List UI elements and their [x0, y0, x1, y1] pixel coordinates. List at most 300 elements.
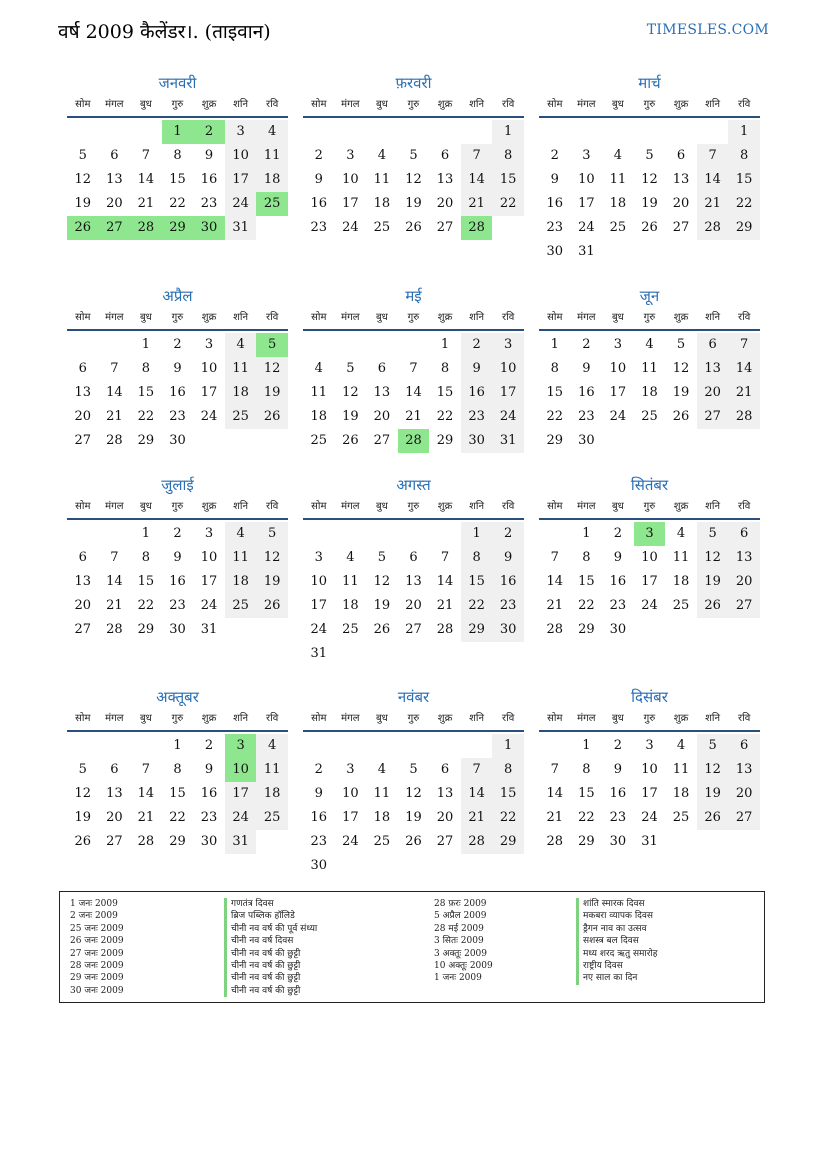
day-cell: 27 — [106, 834, 123, 849]
day-cell: 14 — [405, 385, 422, 400]
day-cell: 30 — [492, 618, 524, 642]
weekday-label: सोम — [311, 312, 327, 323]
month-name: मार्च — [638, 74, 661, 92]
legend-date: 30 जनः 2009 — [70, 985, 124, 996]
day-cell: 7 — [110, 550, 119, 565]
day-cell: 17 — [342, 810, 359, 825]
weekday-label: रवि — [738, 312, 751, 323]
day-cell: 4 — [645, 337, 654, 352]
day-cell: 30 — [310, 858, 328, 873]
empty-cell — [67, 120, 99, 144]
day-cell: 20 — [728, 782, 760, 806]
day-cell: 7 — [141, 148, 151, 163]
weekday-label: शनि — [233, 501, 249, 512]
day-cell: 22 — [137, 598, 155, 613]
day-cell: 11 — [256, 758, 288, 782]
day-cell: 28 — [130, 216, 162, 240]
weekday-label: सोम — [75, 99, 91, 110]
weekday-label: शनि — [469, 713, 485, 724]
day-grid — [539, 120, 760, 264]
day-cell: 29 — [162, 216, 194, 240]
legend-date: 28 फ़रः 2009 — [434, 899, 487, 909]
site-link[interactable]: TIMESLES.COM — [646, 22, 769, 38]
day-cell: 7 — [409, 361, 418, 376]
day-cell: 1 — [173, 738, 182, 753]
day-cell: 29 — [546, 433, 564, 448]
day-cell: 24 — [310, 622, 328, 637]
day-cell: 25 — [256, 192, 288, 216]
day-cell: 29 — [578, 834, 595, 849]
weekday-label: शनि — [233, 312, 249, 323]
weekday-label: रवि — [266, 501, 279, 512]
day-cell: 23 — [310, 834, 328, 849]
day-cell: 11 — [672, 762, 690, 777]
day-cell: 21 — [436, 598, 454, 613]
day-cell: 1 — [141, 526, 151, 541]
weekday-label: शनि — [233, 713, 249, 724]
empty-cell — [366, 522, 398, 546]
day-cell: 13 — [728, 758, 760, 782]
legend-date: 3 सितः 2009 — [434, 936, 484, 947]
day-cell: 20 — [74, 409, 92, 424]
empty-cell — [67, 522, 99, 546]
day-cell: 10 — [310, 574, 328, 589]
day-cell: 20 — [373, 409, 391, 424]
day-cell: 20 — [728, 570, 760, 594]
empty-cell — [539, 522, 571, 546]
weekday-header — [303, 94, 524, 118]
day-cell: 30 — [461, 429, 493, 453]
day-cell: 15 — [436, 385, 454, 400]
weekday-header — [67, 94, 288, 118]
day-cell: 7 — [461, 758, 493, 782]
weekday-header — [303, 496, 524, 520]
legend-date: 27 जनः 2009 — [70, 948, 124, 959]
weekday-label: शनि — [705, 99, 721, 110]
legend-date: 10 अक्तूः 2009 — [434, 961, 493, 971]
day-cell: 5 — [645, 148, 654, 163]
day-cell: 9 — [492, 546, 524, 570]
day-cell: 25 — [225, 594, 257, 618]
day-cell: 15 — [169, 172, 186, 187]
day-cell: 28 — [436, 622, 454, 637]
day-cell: 4 — [225, 333, 257, 357]
weekday-label: सोम — [75, 713, 91, 724]
weekday-header — [539, 94, 760, 118]
empty-cell — [602, 120, 634, 144]
day-cell: 28 — [461, 830, 493, 854]
day-cell: 29 — [492, 830, 524, 854]
day-cell: 12 — [74, 172, 92, 187]
day-cell: 11 — [373, 786, 391, 801]
day-cell: 1 — [461, 522, 493, 546]
day-cell: 23 — [169, 598, 186, 613]
day-cell: 24 — [641, 810, 658, 825]
day-cell: 27 — [436, 220, 454, 235]
day-cell: 7 — [550, 550, 559, 565]
day-cell: 17 — [492, 381, 524, 405]
day-cell: 6 — [728, 522, 760, 546]
day-cell: 18 — [225, 570, 257, 594]
day-cell: 5 — [377, 550, 387, 565]
day-cell: 14 — [106, 574, 123, 589]
day-cell: 26 — [256, 594, 288, 618]
day-cell: 6 — [78, 361, 87, 376]
weekday-header — [539, 496, 760, 520]
day-cell: 16 — [169, 574, 186, 589]
day-cell: 19 — [256, 381, 288, 405]
empty-cell — [398, 522, 430, 546]
weekday-label: सोम — [547, 99, 563, 110]
day-cell: 18 — [256, 782, 288, 806]
day-cell: 21 — [106, 598, 123, 613]
day-cell: 20 — [106, 196, 123, 211]
day-cell: 1 — [492, 120, 524, 144]
empty-cell — [67, 333, 99, 357]
day-cell: 24 — [342, 220, 359, 235]
day-cell: 8 — [141, 361, 151, 376]
weekday-label: गुरु — [407, 501, 420, 512]
day-cell: 4 — [676, 738, 686, 753]
day-grid — [67, 734, 288, 854]
day-cell: 30 — [609, 834, 627, 849]
empty-cell — [539, 120, 571, 144]
day-cell: 10 — [641, 550, 658, 565]
legend-holiday-name: सशस्त्र बल दिवस — [576, 935, 639, 947]
month-name: अगस्त — [396, 476, 431, 494]
day-cell: 15 — [492, 168, 524, 192]
day-cell: 10 — [578, 172, 595, 187]
weekday-label: सोम — [311, 713, 327, 724]
day-cell: 2 — [314, 762, 323, 777]
weekday-label: शुक्र — [673, 501, 689, 512]
day-cell: 28 — [728, 405, 760, 429]
day-cell: 26 — [405, 220, 422, 235]
weekday-label: सोम — [75, 312, 91, 323]
day-cell: 23 — [310, 220, 328, 235]
legend-holiday-name: चीनी नव वर्ष की छुट्टी — [224, 960, 300, 972]
month-block — [67, 686, 288, 854]
empty-cell — [398, 333, 430, 357]
day-cell: 22 — [169, 810, 186, 825]
day-cell: 6 — [110, 762, 119, 777]
day-cell: 15 — [169, 786, 186, 801]
day-cell: 2 — [461, 333, 493, 357]
weekday-label: शनि — [469, 501, 485, 512]
day-cell: 12 — [256, 357, 288, 381]
weekday-label: सोम — [311, 501, 327, 512]
weekday-label: बुध — [375, 501, 388, 512]
day-cell: 16 — [492, 570, 524, 594]
day-cell: 19 — [256, 570, 288, 594]
month-block — [303, 686, 524, 878]
weekday-label: सोम — [547, 312, 563, 323]
day-cell: 17 — [200, 574, 218, 589]
weekday-label: मंगल — [105, 99, 124, 110]
day-cell: 12 — [697, 758, 729, 782]
day-cell: 28 — [546, 622, 564, 637]
weekday-label: गुरु — [171, 99, 184, 110]
legend-date: 5 अप्रैल 2009 — [434, 911, 487, 922]
day-cell: 15 — [137, 385, 155, 400]
day-cell: 23 — [169, 409, 186, 424]
empty-cell — [571, 120, 603, 144]
day-cell: 18 — [373, 810, 391, 825]
month-block — [303, 72, 524, 240]
day-cell: 6 — [440, 762, 450, 777]
day-cell: 14 — [461, 168, 493, 192]
day-cell: 27 — [99, 216, 131, 240]
day-cell: 15 — [578, 574, 595, 589]
day-cell: 12 — [672, 361, 690, 376]
day-cell: 21 — [137, 196, 155, 211]
weekday-label: बुध — [611, 99, 624, 110]
weekday-label: शुक्र — [437, 99, 453, 110]
day-cell: 12 — [405, 172, 422, 187]
weekday-label: शुक्र — [201, 501, 217, 512]
day-cell: 1 — [550, 337, 559, 352]
day-cell: 8 — [173, 148, 182, 163]
day-cell: 3 — [346, 762, 355, 777]
day-cell: 25 — [310, 433, 328, 448]
day-cell: 6 — [110, 148, 119, 163]
weekday-label: शनि — [469, 99, 485, 110]
day-cell: 13 — [436, 172, 454, 187]
day-cell: 16 — [310, 810, 328, 825]
weekday-label: गुरु — [643, 501, 656, 512]
day-cell: 7 — [110, 361, 119, 376]
empty-cell — [634, 120, 666, 144]
weekday-label: मंगल — [577, 501, 596, 512]
weekday-label: रवि — [266, 312, 279, 323]
weekday-label: शुक्र — [201, 99, 217, 110]
day-cell: 21 — [106, 409, 123, 424]
day-cell: 20 — [436, 810, 454, 825]
day-cell: 8 — [440, 361, 450, 376]
day-cell: 13 — [436, 786, 454, 801]
empty-cell — [398, 120, 430, 144]
day-cell: 12 — [256, 546, 288, 570]
day-cell: 4 — [676, 526, 686, 541]
weekday-label: बुध — [375, 99, 388, 110]
day-cell: 28 — [546, 834, 564, 849]
empty-cell — [366, 120, 398, 144]
day-cell: 31 — [310, 646, 328, 661]
day-cell: 11 — [225, 546, 257, 570]
month-name: जून — [639, 287, 660, 305]
day-cell: 10 — [342, 786, 359, 801]
weekday-header — [67, 307, 288, 331]
day-cell: 26 — [697, 594, 729, 618]
day-cell: 20 — [106, 810, 123, 825]
day-cell: 9 — [314, 786, 323, 801]
legend-date: 1 जनः 2009 — [70, 899, 118, 909]
day-cell: 16 — [200, 786, 218, 801]
legend-holiday-name: चीनी नव वर्ष की पूर्व संध्या — [224, 923, 317, 935]
day-cell: 5 — [676, 337, 686, 352]
month-block — [67, 285, 288, 453]
day-cell: 18 — [373, 196, 391, 211]
day-cell: 15 — [461, 570, 493, 594]
day-grid — [67, 120, 288, 240]
day-cell: 21 — [728, 381, 760, 405]
day-cell: 31 — [225, 216, 257, 240]
day-cell: 27 — [697, 405, 729, 429]
day-cell: 1 — [582, 526, 591, 541]
legend-date: 29 जनः 2009 — [70, 973, 124, 984]
day-cell: 7 — [728, 333, 760, 357]
month-block — [303, 285, 524, 453]
day-cell: 19 — [373, 598, 391, 613]
day-cell: 17 — [225, 782, 257, 806]
weekday-label: शुक्र — [673, 312, 689, 323]
day-cell: 15 — [492, 782, 524, 806]
day-cell: 16 — [609, 786, 627, 801]
day-cell: 31 — [578, 244, 595, 259]
weekday-label: मंगल — [577, 713, 596, 724]
weekday-label: रवि — [738, 713, 751, 724]
day-cell: 12 — [74, 786, 92, 801]
day-cell: 13 — [106, 786, 123, 801]
day-cell: 25 — [672, 810, 690, 825]
day-cell: 25 — [609, 220, 627, 235]
day-cell: 13 — [74, 385, 92, 400]
day-cell: 17 — [200, 385, 218, 400]
day-cell: 26 — [641, 220, 658, 235]
day-cell: 19 — [697, 570, 729, 594]
day-cell: 2 — [613, 526, 623, 541]
day-cell: 21 — [546, 810, 564, 825]
day-cell: 17 — [225, 168, 257, 192]
day-cell: 11 — [256, 144, 288, 168]
weekday-label: मंगल — [105, 312, 124, 323]
month-name: सितंबर — [630, 476, 669, 494]
day-cell: 25 — [373, 220, 391, 235]
month-block — [539, 285, 760, 453]
month-name: अक्तूबर — [156, 688, 199, 706]
day-cell: 2 — [492, 522, 524, 546]
day-cell: 30 — [546, 244, 564, 259]
day-cell: 26 — [697, 806, 729, 830]
day-grid — [303, 120, 524, 240]
day-cell: 4 — [377, 148, 387, 163]
day-cell: 20 — [672, 196, 690, 211]
month-block — [303, 474, 524, 666]
day-cell: 11 — [373, 172, 391, 187]
empty-cell — [303, 734, 335, 758]
day-cell: 22 — [169, 196, 186, 211]
empty-cell — [99, 734, 131, 758]
day-cell: 18 — [256, 168, 288, 192]
day-cell: 9 — [173, 361, 182, 376]
day-cell: 22 — [461, 594, 493, 618]
weekday-label: सोम — [311, 99, 327, 110]
empty-cell — [303, 522, 335, 546]
empty-cell — [461, 120, 493, 144]
weekday-label: रवि — [738, 99, 751, 110]
day-cell: 2 — [550, 148, 559, 163]
empty-cell — [539, 734, 571, 758]
day-cell: 25 — [225, 405, 257, 429]
day-cell: 7 — [461, 144, 493, 168]
month-name: नवंबर — [397, 688, 430, 706]
legend-holiday-name: मकबरा व्यापक दिवस — [576, 910, 653, 922]
day-cell: 2 — [173, 526, 182, 541]
day-cell: 14 — [728, 357, 760, 381]
day-cell: 5 — [256, 333, 288, 357]
legend-date: 3 अक्तूः 2009 — [434, 948, 488, 959]
day-cell: 28 — [106, 622, 123, 637]
weekday-label: गुरु — [407, 312, 420, 323]
day-cell: 24 — [609, 409, 627, 424]
day-cell: 30 — [200, 834, 218, 849]
legend-date: 28 मई 2009 — [434, 923, 484, 934]
day-cell: 6 — [78, 550, 87, 565]
weekday-label: गुरु — [171, 312, 184, 323]
day-cell: 18 — [672, 786, 690, 801]
day-cell: 29 — [461, 618, 493, 642]
day-cell: 7 — [550, 762, 559, 777]
empty-cell — [665, 120, 697, 144]
weekday-header — [67, 708, 288, 732]
weekday-label: रवि — [266, 99, 279, 110]
day-cell: 21 — [461, 806, 493, 830]
empty-cell — [335, 120, 367, 144]
day-cell: 8 — [728, 144, 760, 168]
weekday-label: बुध — [139, 312, 152, 323]
day-cell: 22 — [137, 409, 155, 424]
day-cell: 23 — [578, 409, 595, 424]
day-cell: 19 — [672, 385, 690, 400]
day-cell: 10 — [641, 762, 658, 777]
legend-holiday-name: चीनी नव वर्ष की छुट्टी — [224, 948, 300, 960]
weekday-label: गुरु — [171, 713, 184, 724]
day-cell: 21 — [405, 409, 422, 424]
day-grid — [303, 333, 524, 453]
empty-cell — [303, 120, 335, 144]
weekday-label: मंगल — [577, 99, 596, 110]
day-cell: 12 — [373, 574, 391, 589]
day-cell: 5 — [409, 148, 418, 163]
day-cell: 1 — [582, 738, 591, 753]
day-cell: 30 — [609, 622, 627, 637]
empty-cell — [67, 734, 99, 758]
legend-date: 2 जनः 2009 — [70, 911, 118, 922]
day-cell: 14 — [697, 168, 729, 192]
day-cell: 4 — [613, 148, 623, 163]
day-cell: 8 — [141, 550, 151, 565]
day-cell: 2 — [582, 337, 591, 352]
day-cell: 11 — [672, 550, 690, 565]
day-cell: 29 — [578, 622, 595, 637]
day-cell: 28 — [137, 834, 155, 849]
weekday-label: गुरु — [643, 312, 656, 323]
day-cell: 18 — [225, 381, 257, 405]
day-cell: 3 — [613, 337, 623, 352]
day-cell: 18 — [672, 574, 690, 589]
weekday-label: शनि — [705, 501, 721, 512]
day-cell: 29 — [137, 622, 155, 637]
weekday-label: शुक्र — [673, 713, 689, 724]
page-title: वर्ष 2009 कैलेंडर।. (ताइवान) — [58, 21, 271, 43]
day-cell: 5 — [346, 361, 355, 376]
month-block — [67, 72, 288, 240]
weekday-label: रवि — [266, 713, 279, 724]
empty-cell — [398, 734, 430, 758]
day-cell: 22 — [492, 192, 524, 216]
day-cell: 16 — [200, 172, 218, 187]
weekday-label: मंगल — [577, 312, 596, 323]
